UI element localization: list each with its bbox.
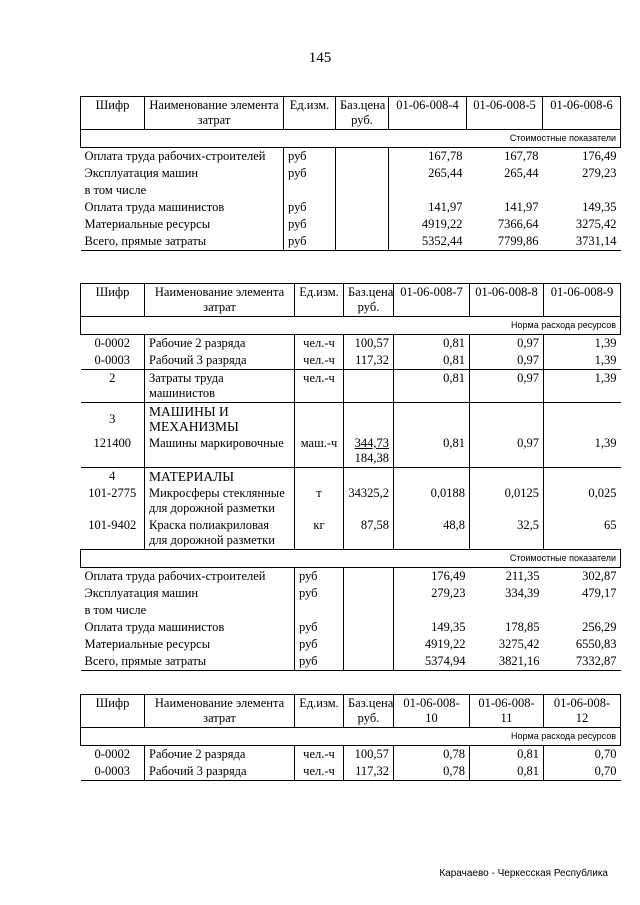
- table-row: 0-0002 Рабочие 2 разряда чел.-ч 100,57 0,81 0,97 1,39: [81, 335, 621, 353]
- col-name-header: Наименование элемента затрат: [145, 284, 295, 317]
- col-unit-header: Ед.изм.: [295, 284, 344, 317]
- col-code-header: Шифр: [81, 97, 145, 130]
- col-code-1-header: 01-06-008-7: [394, 284, 470, 317]
- col-code-header: Шифр: [81, 695, 145, 728]
- table-row: в том числе: [81, 182, 621, 199]
- col-code-3-header: 01-06-008-6: [543, 97, 621, 130]
- table-row: Оплата труда рабочих-строителей руб 176,49 211,35 302,87: [84, 569, 617, 583]
- page-number: 145: [308, 50, 332, 66]
- table-row: 121400 Машины маркировочные маш.-ч 344,73 184,38 0,81 0,97 1,39: [81, 435, 621, 468]
- col-unit-header: Ед.изм.: [284, 97, 336, 130]
- table-row: 3 МАШИНЫ И МЕХАНИЗМЫ: [81, 403, 621, 436]
- machine-price: 344,73: [354, 436, 389, 450]
- table-row: Материальные ресурсы руб 4919,22 7366,64 3275,42: [84, 217, 617, 231]
- footer-region: Карачаево - Черкесская Республика: [439, 868, 608, 879]
- table-row: Эксплуатация машин руб 279,23 334,39 479,17: [84, 586, 617, 600]
- col-code-1-header: 01-06-008-4: [389, 97, 467, 130]
- cost-table-3: [80, 694, 621, 781]
- cost-table-1: [80, 96, 621, 251]
- table-row: Эксплуатация машин руб 265,44 265,44 279,23: [84, 166, 617, 180]
- section-label: Стоимостные показатели: [81, 130, 621, 148]
- table-row: 101-9402 Краска полиакриловая для дорожной разметки кг 87,58 48,8 32,5 65: [81, 517, 621, 550]
- table-row: Всего, прямые затраты руб 5374,94 3821,16 7332,87: [81, 653, 621, 671]
- col-code-3-header: 01-06-008-12: [544, 695, 621, 728]
- col-price-header: Баз.цена руб.: [336, 97, 389, 130]
- table-row: Оплата труда машинистов руб 141,97 141,97 149,35: [84, 200, 617, 214]
- table-row: Оплата труда рабочих-строителей руб 167,78 167,78 176,49: [84, 149, 617, 163]
- col-unit-header: Ед.изм.: [295, 695, 344, 728]
- table-row: 4 МАТЕРИАЛЫ: [81, 468, 621, 486]
- table-row: 0-0003 Рабочий 3 разряда чел.-ч 117,32 0,78 0,81 0,70: [81, 763, 621, 781]
- section-label: Стоимостные показатели: [81, 550, 621, 568]
- col-code-2-header: 01-06-008-5: [467, 97, 543, 130]
- machine-price-secondary: 184,38: [354, 451, 389, 465]
- col-code-2-header: 01-06-008-11: [470, 695, 544, 728]
- cost-table-2: [80, 283, 621, 671]
- col-code-1-header: 01-06-008-10: [394, 695, 470, 728]
- table-row: 0-0003 Рабочий 3 разряда чел.-ч 117,32 0,81 0,97 1,39: [81, 352, 621, 370]
- table-row: Оплата труда машинистов руб 149,35 178,85 256,29: [84, 620, 617, 634]
- col-code-3-header: 01-06-008-9: [544, 284, 621, 317]
- table-row: Материальные ресурсы руб 4919,22 3275,42 6550,83: [84, 637, 617, 651]
- col-price-header: Баз.цена руб.: [344, 284, 394, 317]
- table-row: 101-2775 Микросферы стеклянные для дорожной разметки т 34325,2 0,0188 0,0125 0,025: [81, 485, 621, 517]
- col-code-2-header: 01-06-008-8: [470, 284, 544, 317]
- col-name-header: Наименование элемента затрат: [145, 97, 284, 130]
- table-row: в том числе: [81, 602, 621, 619]
- col-price-header: Баз.цена руб.: [344, 695, 394, 728]
- section-label: Норма расхода ресурсов: [81, 728, 621, 746]
- table-row: Всего, прямые затраты руб 5352,44 7799,86 3731,14: [81, 233, 621, 251]
- table-row: 0-0002 Рабочие 2 разряда чел.-ч 100,57 0,78 0,81 0,70: [81, 746, 621, 764]
- col-name-header: Наименование элемента затрат: [145, 695, 295, 728]
- col-code-header: Шифр: [81, 284, 145, 317]
- section-label: Норма расхода ресурсов: [81, 317, 621, 335]
- table-row: 2 Затраты труда машинистов чел.-ч 0,81 0,97 1,39: [81, 370, 621, 403]
